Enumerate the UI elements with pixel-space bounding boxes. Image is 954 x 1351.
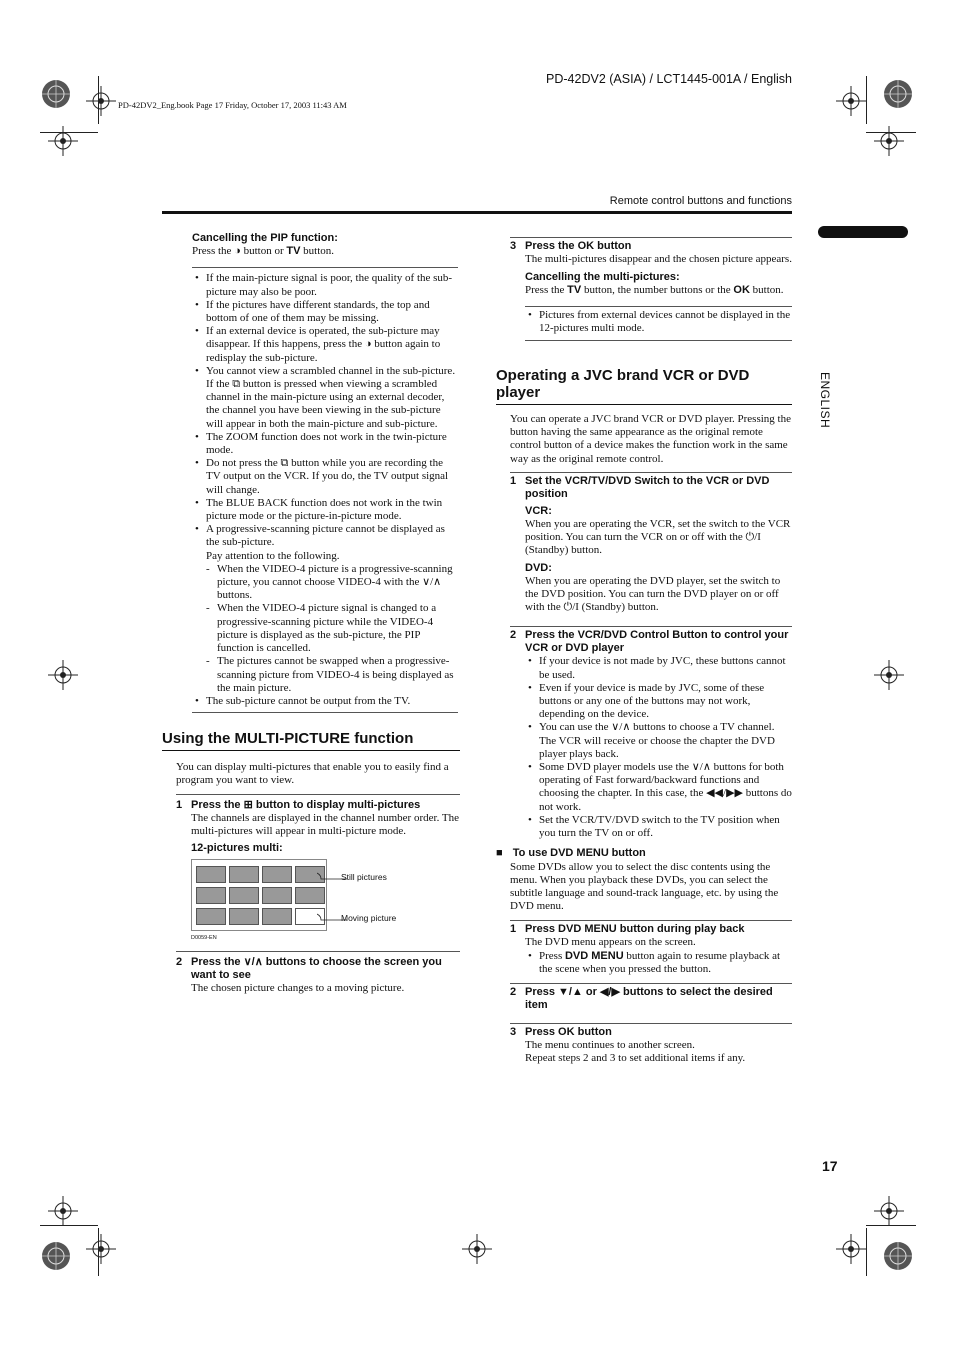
list-item: • The sub-picture cannot be output from the TV. bbox=[192, 695, 458, 708]
list-item: • You can use the ∨/∧ buttons to choose a TV channel. The VCR will receive or choose the chapter the DVD player plays back. bbox=[525, 721, 792, 761]
step-label: Press the OK button bbox=[525, 240, 632, 252]
list-item: • If the pictures have different standards, the top and bottom of one of them may be missing. bbox=[192, 299, 458, 325]
step-label: Press ▼/▲ or ◀/▶ buttons to select the desired item bbox=[525, 985, 773, 1011]
registration-mark-icon bbox=[880, 1238, 916, 1274]
cancel-multi-text: Press the TV button, the number buttons or the OK button. bbox=[525, 284, 784, 297]
side-language-label: ENGLISH bbox=[818, 372, 832, 429]
crosshair-icon bbox=[874, 660, 904, 690]
multi-step-2: 2 Press the ∨/∧ buttons to choose the screen you want to see The chosen picture changes to a moving picture. bbox=[176, 951, 460, 995]
dvd-menu-button-label: DVD MENU bbox=[550, 847, 609, 860]
list-item: • A progressive-scanning picture cannot be displayed as the sub-picture. Pay attention to the following. - When the VIDEO-4 picture is a progressive-scanning picture, you cannot choose VIDEO-4 with the ∨/∧ buttons. - When the VIDEO-4 picture signal is changed to a progressive-scanning picture while the VIDEO-4 picture is displayed as the sub-picture, the PIP function is cancelled. - The pictures cannot be swapped when a progressive-scanning picture from VIDEO-4 is being displayed as the main picture. bbox=[192, 523, 458, 695]
jvc-step-1: 1 Set the VCR/TV/DVD Switch to the VCR or DVD position VCR: When you are operating the VCR, set the switch to the VCR position. You can turn the VCR on or off with the ⏻/I (Standby) button. DVD: When you are operating the DVD player, set the switch to the DVD position. You can turn the DVD player on or off with the ⏻/I (Standby) button. bbox=[510, 472, 792, 615]
ok-button-label: OK bbox=[558, 1025, 575, 1038]
side-tab-marker bbox=[818, 226, 908, 238]
moving-picture-label: Moving picture bbox=[341, 913, 397, 924]
list-item: - When the VIDEO-4 picture is a progressive-scanning picture, you cannot choose VIDEO-4 with the ∨/∧ buttons. bbox=[206, 563, 458, 603]
crosshair-icon bbox=[836, 86, 866, 116]
step-label: Press the ⊞ button to display multi-pictures bbox=[191, 798, 421, 811]
list-item: • Even if your device is made by JVC, some of these buttons or any one of the buttons may not work, depending on the device. bbox=[525, 682, 792, 722]
dvd-title: DVD: bbox=[525, 561, 552, 574]
tv-button-label: TV bbox=[286, 245, 301, 258]
dvd-step-1: 1 Press DVD MENU button during play back The DVD menu appears on the screen. • Press DVD MENU button again to resume playback at the scene when you pressed the button. bbox=[510, 920, 792, 976]
right-column bbox=[496, 237, 792, 1065]
crosshair-icon bbox=[86, 86, 116, 116]
left-column bbox=[162, 232, 460, 995]
jvc-heading: Operating a JVC brand VCR or DVD player bbox=[496, 367, 792, 405]
pictures-multi-label: 12-pictures multi: bbox=[191, 841, 283, 854]
crosshair-icon bbox=[48, 1196, 78, 1226]
pip-button-icon: ◑ bbox=[234, 245, 241, 258]
step-label: Press the ∨/∧ buttons to choose the screen you want to see bbox=[191, 956, 442, 982]
list-item: • The BLUE BACK function does not work in the twin picture mode or the picture-in-picture mode. bbox=[192, 497, 458, 523]
header-rule bbox=[162, 211, 792, 214]
pip-notes bbox=[192, 267, 458, 713]
step-label: Set the VCR/TV/DVD Switch to the VCR or DVD position bbox=[525, 474, 770, 500]
multi-picture-figure bbox=[191, 859, 460, 943]
vcr-title: VCR: bbox=[525, 504, 552, 517]
registration-mark-icon bbox=[880, 76, 916, 112]
registration-mark-icon bbox=[38, 1238, 74, 1274]
dvd-menu-button-label: DVD MENU bbox=[558, 923, 617, 936]
list-item: • If an external device is operated, the sub-picture may disappear. If this happens, press the ◑ button again to redisplay the sub-picture. bbox=[192, 325, 458, 365]
list-item: • Some DVD player models use the ∨/∧ buttons for both operating of Fast forward/backward functions and choosing the chapter. In this case, the ◀◀/▶▶ buttons do not work. bbox=[525, 761, 792, 814]
still-pictures-label: Still pictures bbox=[341, 872, 387, 883]
list-item: • If your device is not made by JVC, these buttons cannot be used. bbox=[525, 655, 792, 681]
dvd-menu-button-label: DVD MENU bbox=[564, 949, 624, 962]
list-item: • Do not press the ⧉ button while you are recording the TV output on the VCR. If you do, the TV output signal will change. bbox=[192, 457, 458, 497]
dvd-menu-intro: Some DVDs allow you to select the disc contents using the menu. When you playback these DVDs, you can select the subtitle language and sound-track language, etc. by using the DVD menu. bbox=[510, 860, 779, 913]
registration-mark-icon bbox=[38, 76, 74, 112]
step-label: Press the VCR/DVD Control Button to control your VCR or DVD player bbox=[525, 629, 789, 655]
cancel-pip-title: Cancelling the PIP function: bbox=[192, 232, 338, 244]
list-item: - The pictures cannot be swapped when a progressive-scanning picture from VIDEO-4 is being displayed as the main picture. bbox=[206, 655, 458, 695]
list-item: - When the VIDEO-4 picture signal is changed to a progressive-scanning picture while the VIDEO-4 picture is displayed as the sub-picture, the PIP function is cancelled. bbox=[206, 602, 458, 655]
ext-note-block bbox=[525, 306, 792, 341]
cancel-pip-block bbox=[162, 232, 460, 258]
multi-picture-heading: Using the MULTI-PICTURE function bbox=[162, 730, 460, 751]
crosshair-icon bbox=[874, 1196, 904, 1226]
dvd-step-3: 3 Press OK button The menu continues to another screen. Repeat steps 2 and 3 to set additional items if any. bbox=[510, 1023, 792, 1065]
crosshair-icon bbox=[874, 126, 904, 156]
list-item: • Pictures from external devices cannot be displayed in the 12-pictures multi mode. bbox=[525, 309, 792, 335]
tv-button-label: TV bbox=[567, 284, 582, 297]
crosshair-icon bbox=[836, 1234, 866, 1264]
multi-picture-grid bbox=[191, 859, 327, 931]
step-label: Press DVD MENU button during play back bbox=[525, 923, 745, 936]
cancel-multi-title: Cancelling the multi-pictures: bbox=[525, 271, 680, 284]
multi-step-1: 1 Press the ⊞ button to display multi-pictures The channels are displayed in the channel number order. The multi-pictures will appear in multi-picture mode. 12-pictures multi: Still pictures Moving picture D0059-EN bbox=[176, 794, 460, 944]
list-item: • If the main-picture signal is poor, the quality of the sub-picture may also be poor. bbox=[192, 272, 458, 298]
cancel-pip-text: Press the ◑ button or TV button. bbox=[192, 245, 335, 258]
list-item: • Set the VCR/TV/DVD switch to the TV position when you turn the TV on or off. bbox=[525, 814, 792, 840]
multi-step-3: 3 Press the OK button The multi-pictures disappear and the chosen picture appears. Cancelling the multi-pictures: Press the TV button, the number buttons or the OK button. • Pictures from external devices cannot be displayed in the 12-pictures multi mode. bbox=[510, 237, 792, 341]
ok-button-label: OK bbox=[733, 284, 750, 297]
jvc-step-2: 2 Press the VCR/DVD Control Button to control your VCR or DVD player • If your device is not made by JVC, these buttons cannot be used. • Even if your device is made by JVC, some of these buttons or any one of the buttons may not work, depending on the device. • You can use the ∨/∧ buttons to choose a TV channel. The VCR will receive or choose the chapter the DVD player plays back. • Some DVD player models use the ∨/∧ buttons for both operating of Fast forward/backward functions and choosing the chapter. In this case, the ◀◀/▶▶ buttons do not work. • Set the VCR/TV/DVD switch to the TV position when you turn the TV on or off. bbox=[510, 626, 792, 840]
list-item: • The ZOOM function does not work in the twin-picture mode. bbox=[192, 431, 458, 457]
crosshair-icon bbox=[48, 660, 78, 690]
dvd-step-2: 2 Press ▼/▲ or ◀/▶ buttons to select the desired item bbox=[510, 983, 792, 1012]
ok-button-label: OK bbox=[577, 240, 595, 252]
crosshair-icon bbox=[86, 1234, 116, 1264]
dvd-menu-title: ■ To use DVD MENU button bbox=[496, 847, 646, 860]
section-header: Remote control buttons and functions bbox=[609, 195, 792, 207]
jvc-intro: You can operate a JVC brand VCR or DVD player. Pressing the button having the same appearance as the original remote control button of a device makes the function work in the same way as the original remote control. bbox=[510, 413, 791, 465]
book-info-line: PD-42DV2_Eng.book Page 17 Friday, October 17, 2003 11:43 AM bbox=[118, 100, 347, 110]
square-bullet-icon: ■ bbox=[496, 847, 503, 860]
figure-code: D0059-EN bbox=[191, 935, 217, 942]
step-label: Press OK button bbox=[525, 1025, 612, 1038]
page-number: 17 bbox=[822, 1158, 838, 1174]
crosshair-icon bbox=[462, 1234, 492, 1264]
crosshair-icon bbox=[48, 126, 78, 156]
list-item: • Press DVD MENU button again to resume playback at the scene when you pressed the button. bbox=[525, 950, 792, 976]
multi-intro: You can display multi-pictures that enable you to easily find a program you want to view. bbox=[176, 761, 449, 787]
list-item: • You cannot view a scrambled channel in the sub-picture. If the ⧉ button is pressed when viewing a scrambled channel in the main-picture using an external decoder, the channel you have been viewing in the sub-picture will appear in both the main-picture and sub-picture. bbox=[192, 365, 458, 431]
document-id: PD-42DV2 (ASIA) / LCT1445-001A / English bbox=[546, 72, 792, 86]
